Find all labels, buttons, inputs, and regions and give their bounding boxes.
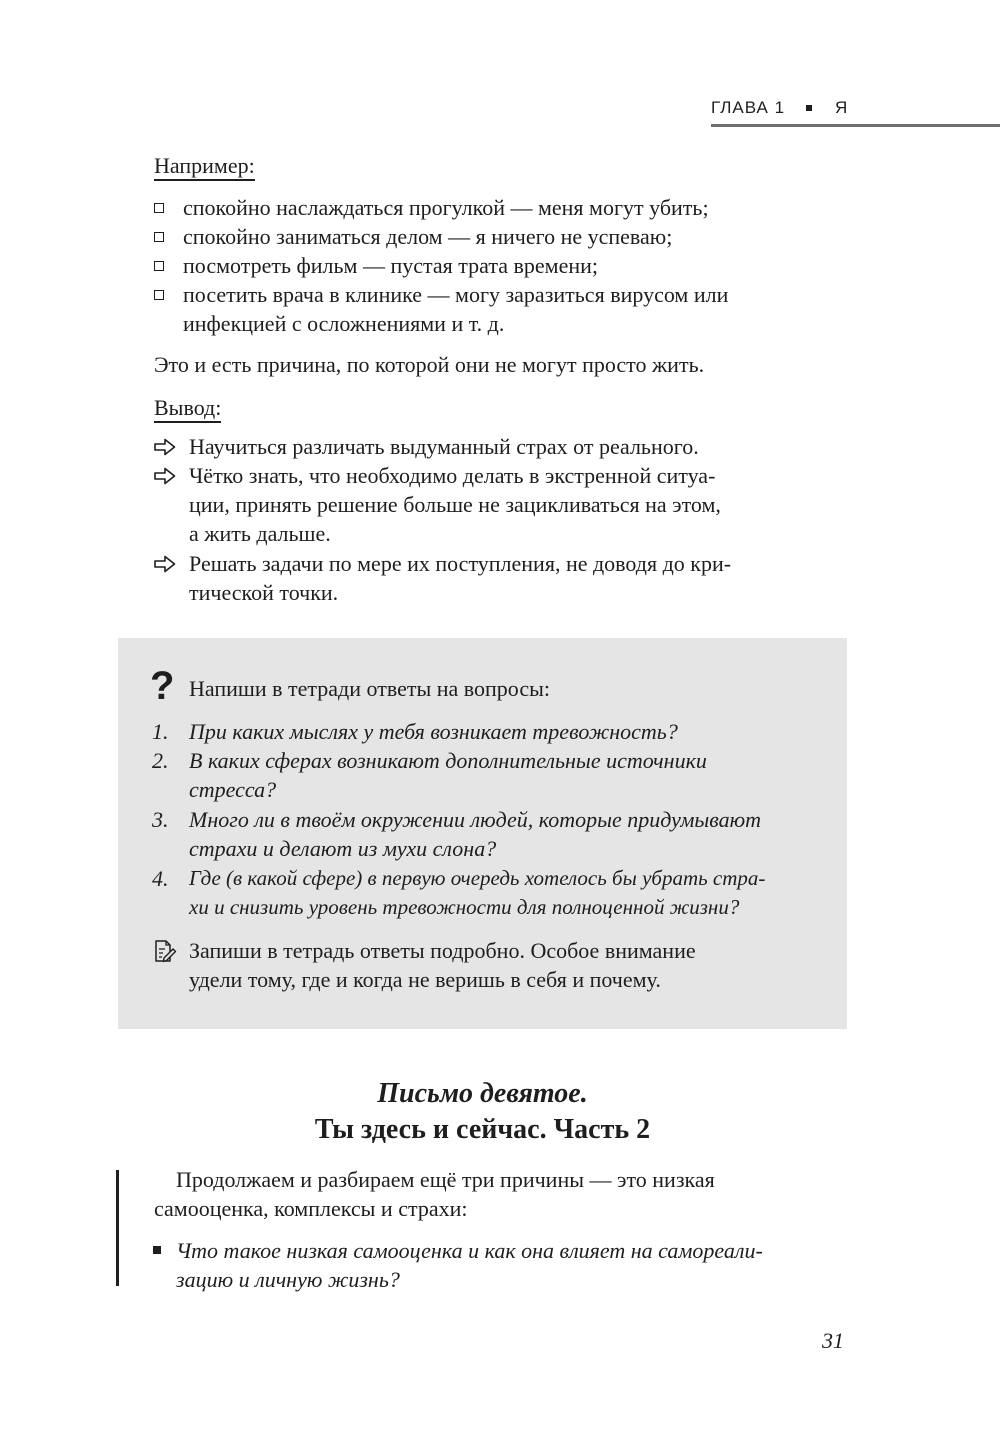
letter-bullet-line2: зацию и личную жизнь? — [176, 1267, 400, 1292]
letter-title-bold: Ты здесь и сейчас. Часть 2 — [314, 1114, 651, 1145]
arrow-right-icon — [153, 466, 177, 486]
question-number: 4. — [152, 866, 169, 891]
conclusion-item-2-line3: а жить дальше. — [189, 521, 331, 546]
question-mark-icon: ? — [150, 664, 175, 708]
conclusion-item-3-line2: тической точки. — [189, 580, 339, 605]
arrow-right-icon — [153, 554, 177, 574]
conclusion-item-1: Научиться различать выдуманный страх от реального. — [189, 434, 699, 459]
conclusion-label: Вывод: — [154, 393, 221, 422]
arrow-right-icon — [153, 437, 177, 457]
intro-line2: самооценка, комплексы и страхи: — [154, 1196, 468, 1221]
chapter-label: ГЛАВА 1 — [711, 98, 786, 117]
example-item-3: посмотреть фильм — пустая трата времени; — [183, 253, 599, 278]
question-1: При каких мыслях у тебя возникает тревожность? — [189, 719, 678, 744]
letter-bullet-line1: Что такое низкая самооценка и как она влияет на самореали- — [176, 1238, 763, 1263]
conclusion-item-2-line1: Чётко знать, что необходимо делать в экстренной ситуа- — [189, 463, 716, 488]
margin-bar — [116, 1170, 119, 1286]
conclusion-item-2-line2: ции, принять решение больше не зацикливаться на этом, — [189, 492, 721, 517]
running-header — [711, 96, 1000, 127]
question-4-line1: Где (в какой сфере) в первую очередь хотелось бы убрать стра- — [189, 866, 766, 890]
question-3-line2: страхи и делают из мухи слона? — [189, 836, 497, 861]
example-item-1: спокойно наслаждаться прогулкой — меня могут убить; — [183, 195, 709, 220]
conclusion-item-3-line1: Решать задачи по мере их поступления, не доводя до кри- — [189, 551, 732, 576]
question-number: 3. — [152, 807, 169, 832]
example-item-4-line2: инфекцией с осложнениями и т. д. — [183, 311, 505, 336]
list-bullet-icon — [154, 232, 164, 242]
question-number: 1. — [152, 719, 169, 744]
question-3-line1: Много ли в твоём окружении людей, которые придумывают — [189, 807, 762, 832]
question-2-line1: В каких сферах возникают дополнительные источники — [189, 748, 707, 773]
question-4-line2: хи и снизить уровень тревожности для полноценной жизни? — [189, 895, 740, 919]
note-line2: удели тому, где и когда не веришь в себя и почему. — [189, 967, 661, 992]
header-separator — [806, 105, 812, 111]
reason-paragraph: Это и есть причина, по которой они не могут просто жить. — [154, 352, 705, 377]
exercise-prompt: Напиши в тетради ответы на вопросы: — [189, 676, 551, 701]
list-bullet-icon — [154, 261, 164, 271]
letter-title-italic: Письмо девятое. — [377, 1078, 588, 1109]
intro-line1: Продолжаем и разбираем ещё три причины — это низкая — [176, 1167, 715, 1192]
list-bullet-icon — [154, 290, 164, 300]
list-bullet-icon — [153, 1246, 161, 1254]
note-line1: Запиши в тетрадь ответы подробно. Особое внимание — [189, 938, 696, 963]
example-item-2: спокойно заниматься делом — я ничего не успеваю; — [183, 224, 673, 249]
question-number: 2. — [152, 748, 169, 773]
example-item-4-line1: посетить врача в клинике — могу заразиться вирусом или — [183, 282, 729, 307]
question-2-line2: стресса? — [189, 777, 277, 802]
list-bullet-icon — [154, 203, 164, 213]
notebook-pencil-icon — [153, 939, 177, 963]
example-label: Например: — [154, 151, 255, 180]
section-label: Я — [835, 98, 849, 117]
page-number: 31 — [822, 1328, 844, 1353]
